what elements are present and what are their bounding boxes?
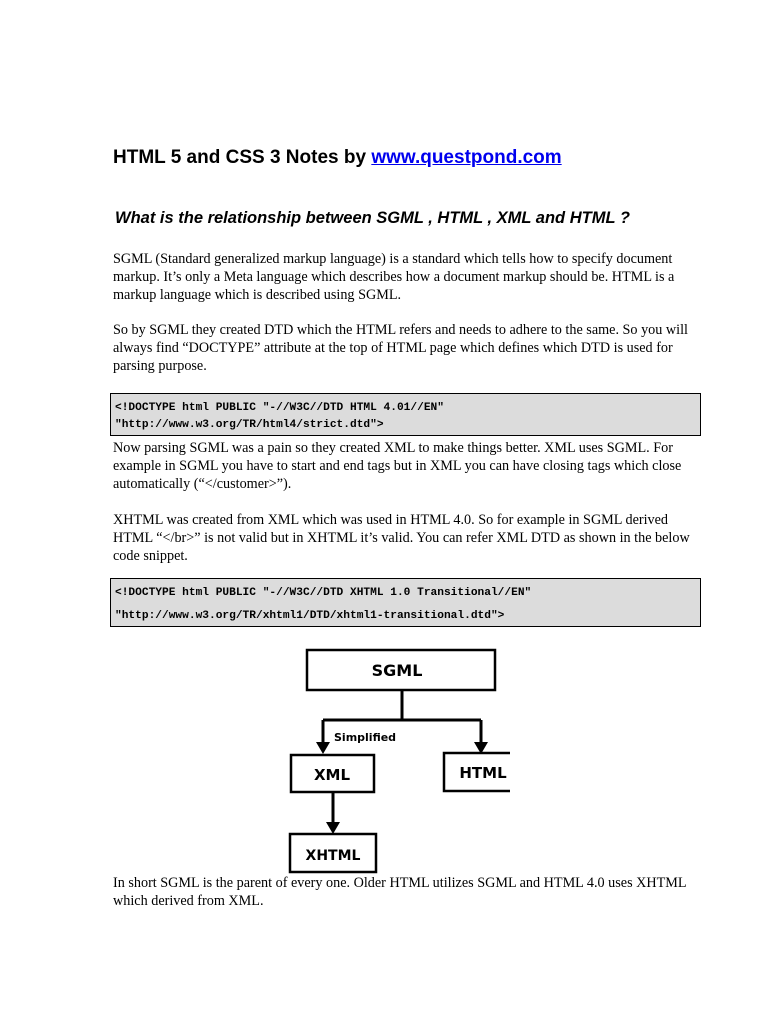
page-title xyxy=(113,146,562,170)
node-sgml xyxy=(307,650,495,690)
node-xml xyxy=(291,755,374,792)
node-xhtml xyxy=(290,834,376,872)
code-block-html4-doctype xyxy=(110,393,701,436)
markup-family-diagram xyxy=(280,640,510,880)
arrowhead xyxy=(326,822,340,834)
node-html xyxy=(444,753,510,791)
code-line: "http://www.w3.org/TR/html4/strict.dtd"> xyxy=(115,419,384,431)
page-title-text: HTML 5 and CSS 3 Notes by xyxy=(113,147,372,168)
code-line: <!DOCTYPE html PUBLIC "-//W3C//DTD HTML 4.01//EN" xyxy=(115,402,444,414)
code-line: <!DOCTYPE html PUBLIC "-//W3C//DTD XHTML 1.0 Transitional//EN" xyxy=(115,587,532,599)
node-xml-label: XML xyxy=(313,766,351,784)
arrowhead xyxy=(316,742,330,754)
node-xhtml-label: XHTML xyxy=(305,848,361,864)
edge-label-simplified: Simplified xyxy=(334,731,397,744)
paragraph-sgml-intro: SGML (Standard generalized markup language) is a standard which tells how to specify document markup. It’s only a Meta language which describes how a document markup should be. HTML is a markup language which is described using SGML. xyxy=(113,251,675,303)
questpond-link[interactable]: www.questpond.com xyxy=(371,147,562,168)
node-sgml-label: SGML xyxy=(371,661,423,680)
node-html-label: HTML xyxy=(459,764,507,782)
code-line: "http://www.w3.org/TR/xhtml1/DTD/xhtml1-transitional.dtd"> xyxy=(115,610,505,622)
paragraph-summary: In short SGML is the parent of every one. Older HTML utilizes SGML and HTML 4.0 uses XHTML which derived from XML. xyxy=(113,875,687,909)
paragraph-xml: Now parsing SGML was a pain so they created XML to make things better. XML uses SGML. For example in SGML you have to start and end tags but in XML you can have closing tags which close automatically (“</customer>”). xyxy=(113,440,682,492)
paragraph-xhtml: XHTML was created from XML which was used in HTML 4.0. So for example in SGML derived HTML “</br>” is not valid but in XHTML it’s valid. You can refer XML DTD as shown in the below code snippet. xyxy=(113,512,690,564)
code-block-xhtml-doctype xyxy=(110,578,701,627)
section-heading: What is the relationship between SGML , HTML , XML and HTML ? xyxy=(115,209,630,227)
paragraph-dtd: So by SGML they created DTD which the HTML refers and needs to adhere to the same. So you will always find “DOCTYPE” attribute at the top of HTML page which defines which DTD is used for parsing purpose. xyxy=(113,322,688,374)
